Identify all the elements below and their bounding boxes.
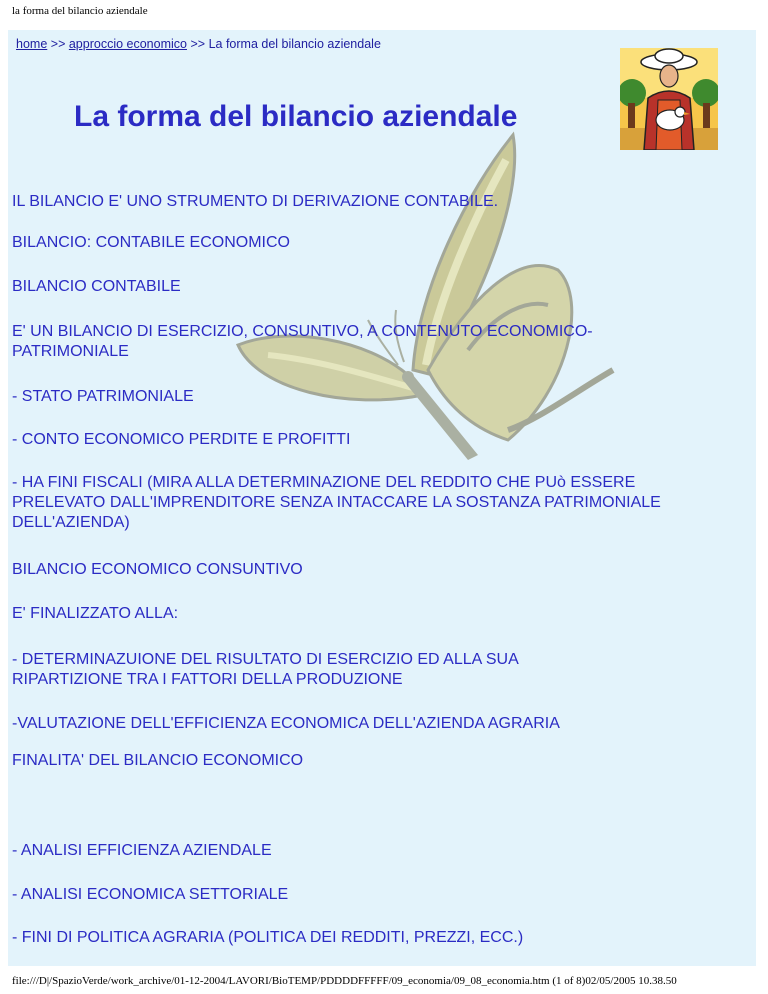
paragraph: - CONTO ECONOMICO PERDITE E PROFITTI [12,431,351,448]
paragraph: E' FINALIZZATO ALLA: [12,605,179,622]
print-footer: file:///D|/SpazioVerde/work_archive/01-12-2004/LAVORI/BioTEMP/PDDDDFFFFF/09_economia/09_08_economia.htm (1 of 8)02/05/2005 10.38.50 [12,975,677,987]
paragraph: - DETERMINAZUIONE DEL RISULTATO DI ESERCIZIO ED ALLA SUA RIPARTIZIONE TRA I FATTORI DELLA PRODUZIONE [12,651,518,688]
print-header: la forma del bilancio aziendale [12,5,148,17]
paragraph: FINALITA' DEL BILANCIO ECONOMICO [12,752,304,769]
paragraph: - ANALISI EFFICIENZA AZIENDALE [12,842,272,859]
butterfly-watermark [168,130,638,510]
breadcrumb-separator: >> [50,37,66,51]
paragraph: - STATO PATRIMONIALE [12,388,194,405]
farmer-logo-image [620,48,718,150]
paragraph: - ANALISI ECONOMICA SETTORIALE [12,886,289,903]
paragraph: IL BILANCIO E' UNO STRUMENTO DI DERIVAZIONE CONTABILE. [12,193,499,210]
paragraph: - FINI DI POLITICA AGRARIA (POLITICA DEI REDDITI, PREZZI, ECC.) [12,929,524,946]
paragraph: BILANCIO CONTABILE [12,278,181,295]
paragraph: E' UN BILANCIO DI ESERCIZIO, CONSUNTIVO, A CONTENUTO ECONOMICO-PATRIMONIALE [12,323,593,360]
page-content [8,30,756,966]
breadcrumb [16,37,381,51]
paragraph: BILANCIO: CONTABILE ECONOMICO [12,234,290,251]
paragraph: - HA FINI FISCALI (MIRA ALLA DETERMINAZIONE DEL REDDITO CHE PUò ESSERE PRELEVATO DALL'IMPRENDITORE SENZA INTACCARE LA SOSTANZA PATRIMONIALE DELL'AZIENDA) [12,474,661,531]
paragraph: -VALUTAZIONE DELL'EFFICIENZA ECONOMICA DELL'AZIENDA AGRARIA [12,715,560,732]
breadcrumb-home-link[interactable]: home [16,37,48,51]
paragraph: BILANCIO ECONOMICO CONSUNTIVO [12,561,303,578]
breadcrumb-approccio-link[interactable]: approccio economico [68,37,187,51]
breadcrumb-separator: >> [190,37,206,51]
page-title: La forma del bilancio aziendale [74,100,518,133]
breadcrumb-current: La forma del bilancio aziendale [208,37,381,51]
